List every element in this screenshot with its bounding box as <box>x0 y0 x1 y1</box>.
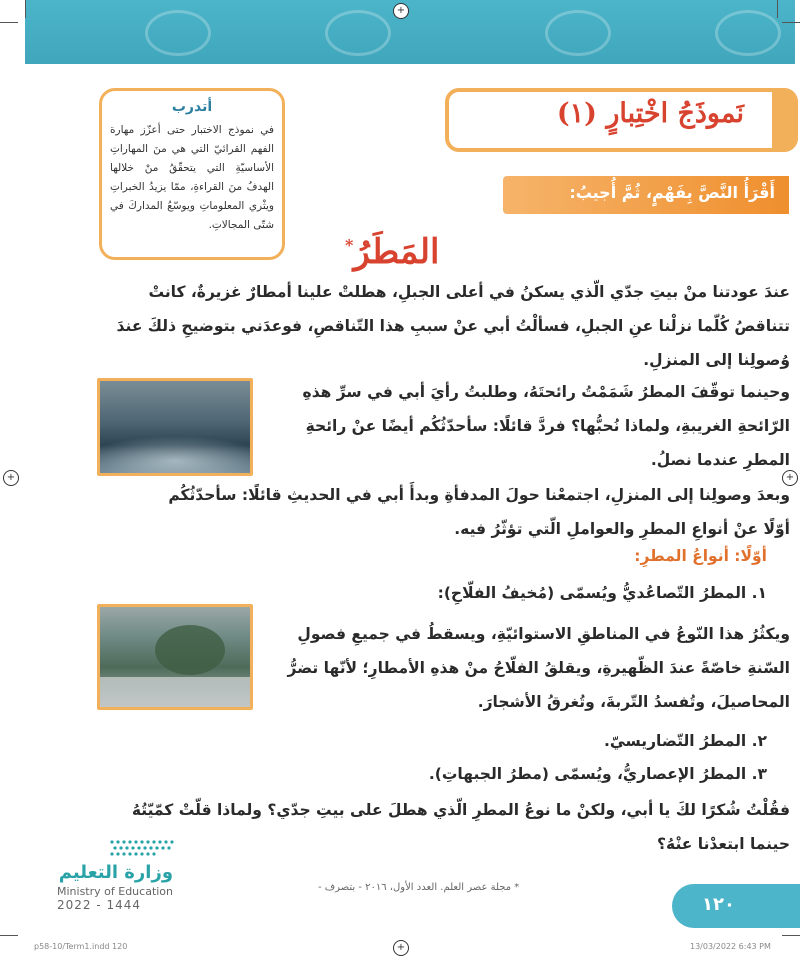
story-paragraph-4: ويكثُرُ هذا النّوعُ في المناطقِ الاستوائيّةِ، ويسقطُ في جميعِ فصولِ السّنةِ خاصّةً عندَ الظّهيرةِ، ويقلقُ الفلّاحُ منْ هذهِ الأمطارِ؛ لأنّها تضرُّ المحاصيلَ، وتُفسدُ التّربةَ، وتُغرقُ الأشجارَ. <box>287 625 790 711</box>
footnote-source: * مجلة عصر العلم. العدد الأول، ٢٠١٦ - بتصرف - <box>318 882 520 893</box>
rain-type-item-1: ١. المطرُ التّصاعُديُّ ويُسمّى (مُخيفُ الفلّاحِ): <box>437 584 767 602</box>
tree-shape <box>155 625 225 675</box>
print-slug-file: p58-10/Term1.indd 120 <box>34 942 128 951</box>
story-paragraph-5: فقُلْتُ شُكرًا لكَ يا أبي، ولكنْ ما نوعُ المطرِ الّذي هطلَ على بيتِ جدّي؟ ولماذا قلّتْ كمّيّتُهُ حينما ابتعدْنا عنْهُ؟ <box>131 801 790 853</box>
instruction-banner <box>503 176 789 214</box>
story-paragraph-2: وحينما توقّفَ المطرُ شَمَمْتُ رائحتَهُ، وطلبتُ رأيَ أبي في سرِّ هذهِ الرّائحةِ الغريبةِ، ولماذا نُحبُّها؟ فردَّ قائلًا: سأحدّثُكُم أيضًا عنْ رائحةِ المطرِ عندما نصلُ. <box>302 383 790 469</box>
training-note-box <box>99 88 285 260</box>
ministry-name-en: Ministry of Education <box>57 885 174 898</box>
story-title <box>345 232 440 272</box>
story-title-text: المَطَرُ <box>353 232 440 272</box>
instruction-text: أَقْرَأُ النَّصَّ بِفَهْمٍ، ثُمَّ أُجيبُ: <box>569 183 775 202</box>
title-tab <box>772 88 798 152</box>
decor-swirl <box>545 10 611 56</box>
print-slug-date: 13/03/2022 6:43 PM <box>690 942 771 951</box>
lesson-title-box <box>445 88 798 152</box>
crop-mark <box>782 935 800 936</box>
edition-year: 2022 - 1444 <box>57 898 142 912</box>
decor-swirl <box>715 10 781 56</box>
story-paragraph-3: وبعدَ وصولِنا إلى المنزلِ، اجتمعْنا حولَ المدفأةِ وبدأَ أبي في الحديثِ قائلًا: سأحدّثُكُم أوّلًا عنْ أنواعِ المطرِ والعواملِ الّتي تؤثّرُ فيه. <box>168 486 790 538</box>
footnote-marker: * <box>345 235 354 255</box>
page-number-tab <box>672 884 800 928</box>
crop-mark <box>0 935 18 936</box>
crop-mark <box>777 0 778 18</box>
section-heading: أوّلًا: أنواعُ المطرِ: <box>634 547 767 565</box>
story-paragraph-1: عندَ عودتنا منْ بيتِ جدّي الّذي يسكنُ في أعلى الجبلِ، هطلتْ علينا أمطارٌ غزيرةٌ، كانتْ تتناقصُ كُلّما نزلْنا عنِ الجبلِ، فسألْتُ أبي عنْ سببِ هذا التّناقصِ، فوعدَني بتوضيحِ ذلكَ عندَ وُصولِنا إلى المنزلِ. <box>116 283 790 369</box>
crop-mark <box>25 0 26 18</box>
page-title: نَموذَجُ اخْتِبارٍ (١) <box>556 98 744 129</box>
rainy-road-image <box>97 604 253 710</box>
rain-type-item-3: ٣. المطرُ الإعصاريُّ، ويُسمّى (مطرُ الجبهاتِ). <box>428 765 767 783</box>
rain-on-water-image <box>97 378 253 476</box>
road-shape <box>100 677 250 707</box>
ministry-name-ar: وزارة التعليم <box>58 862 174 883</box>
rain-type-item-2: ٢. المطرُ التّضاريسيّ. <box>603 732 767 750</box>
registration-mark-icon: + <box>782 470 798 486</box>
header-band <box>25 0 795 64</box>
training-note-title: أتدرب <box>171 99 213 115</box>
ministry-logo <box>57 862 173 912</box>
page-number: ١٢٠ <box>702 894 735 915</box>
training-note-body: في نموذج الاختبار حتى أعزّز مهارة الفهم القرائيّ التي هي منَ المهاراتِ الأساسيّةِ التي يتحقّقُ منْ خلالها الهدفُ منَ القراءةِ، ممّا يزيدُ الخبراتِ ويثْري المعلوماتِ ويوسّعُ المداركَ في شتّى المجالاتِ. <box>110 124 274 231</box>
registration-mark-icon: + <box>393 3 409 19</box>
crop-mark <box>782 22 800 23</box>
ministry-logo-dots-icon <box>108 838 176 860</box>
water-ripple <box>97 436 253 476</box>
registration-mark-icon: + <box>3 470 19 486</box>
decor-swirl <box>325 10 391 56</box>
crop-mark <box>0 22 18 23</box>
decor-swirl <box>145 10 211 56</box>
registration-mark-icon: + <box>393 940 409 956</box>
